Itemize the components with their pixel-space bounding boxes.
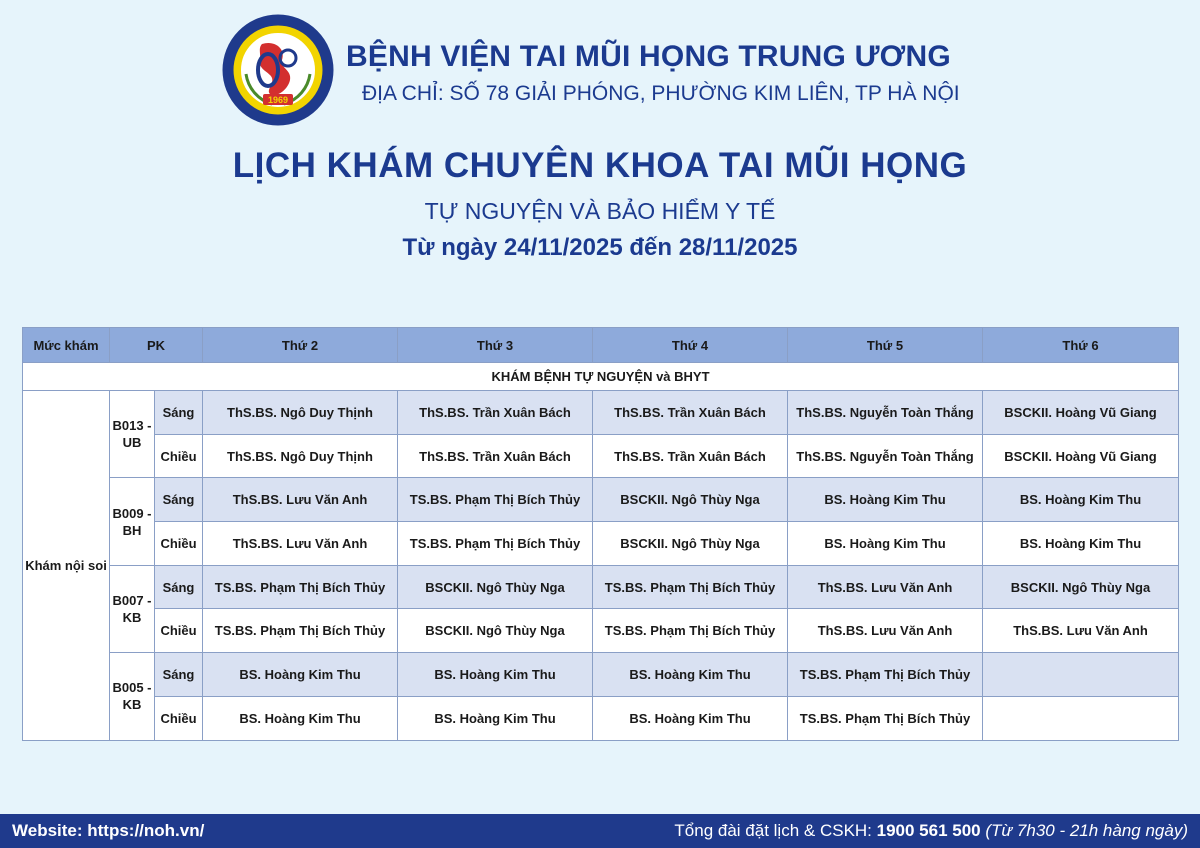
page-title: LỊCH KHÁM CHUYÊN KHOA TAI MŨI HỌNG	[232, 146, 968, 185]
doctor-cell: BSCKII. Ngô Thùy Nga	[593, 522, 788, 566]
doctor-cell: BS. Hoàng Kim Thu	[398, 653, 593, 697]
page-header	[0, 0, 1200, 290]
col-header-level: Mức khám	[23, 328, 110, 363]
date-range: Từ ngày 24/11/2025 đến 28/11/2025	[402, 234, 798, 261]
hotline-number[interactable]: 1900 561 500	[876, 821, 981, 840]
shift-cell: Sáng	[155, 391, 203, 435]
doctor-cell: BS. Hoàng Kim Thu	[788, 522, 983, 566]
category-cell: Khám nội soi	[23, 391, 110, 741]
col-header-day: Thứ 4	[593, 328, 788, 363]
doctor-cell	[983, 653, 1179, 697]
doctor-cell: TS.BS. Phạm Thị Bích Thủy	[398, 478, 593, 522]
doctor-cell: ThS.BS. Lưu Văn Anh	[203, 522, 398, 566]
table-row	[23, 565, 1179, 609]
table-row	[23, 653, 1179, 697]
schedule-table	[22, 327, 1179, 741]
shift-cell: Chiều	[155, 696, 203, 740]
doctor-cell: ThS.BS. Trần Xuân Bách	[398, 391, 593, 435]
doctor-cell: BS. Hoàng Kim Thu	[203, 696, 398, 740]
shift-cell: Chiều	[155, 434, 203, 478]
room-cell: B007 - KB	[110, 565, 155, 652]
table-row	[23, 478, 1179, 522]
section-title: KHÁM BỆNH TỰ NGUYỆN và BHYT	[23, 363, 1179, 391]
col-header-room: PK	[110, 328, 203, 363]
doctor-cell: BS. Hoàng Kim Thu	[788, 478, 983, 522]
doctor-cell: BSCKII. Ngô Thùy Nga	[398, 565, 593, 609]
page-subtitle: TỰ NGUYỆN VÀ BẢO HIỂM Y TẾ	[424, 198, 776, 224]
hotline-info	[674, 821, 1188, 841]
doctor-cell: TS.BS. Phạm Thị Bích Thủy	[593, 565, 788, 609]
table-row	[23, 609, 1179, 653]
doctor-cell: TS.BS. Phạm Thị Bích Thủy	[788, 696, 983, 740]
doctor-cell: ThS.BS. Trần Xuân Bách	[593, 391, 788, 435]
doctor-cell: BSCKII. Hoàng Vũ Giang	[983, 391, 1179, 435]
doctor-cell: BSCKII. Ngô Thùy Nga	[398, 609, 593, 653]
shift-cell: Sáng	[155, 565, 203, 609]
doctor-cell: TS.BS. Phạm Thị Bích Thủy	[203, 565, 398, 609]
doctor-cell: BS. Hoàng Kim Thu	[203, 653, 398, 697]
shift-cell: Sáng	[155, 653, 203, 697]
doctor-cell: BSCKII. Hoàng Vũ Giang	[983, 434, 1179, 478]
doctor-cell: BS. Hoàng Kim Thu	[398, 696, 593, 740]
doctor-cell: BSCKII. Ngô Thùy Nga	[983, 565, 1179, 609]
doctor-cell: BS. Hoàng Kim Thu	[593, 696, 788, 740]
table-row	[23, 696, 1179, 740]
doctor-cell: ThS.BS. Nguyễn Toàn Thắng	[788, 391, 983, 435]
doctor-cell: BSCKII. Ngô Thùy Nga	[593, 478, 788, 522]
col-header-day: Thứ 2	[203, 328, 398, 363]
doctor-cell: BS. Hoàng Kim Thu	[593, 653, 788, 697]
website-link[interactable]: Website: https://noh.vn/	[12, 821, 205, 840]
hospital-name: BỆNH VIỆN TAI MŨI HỌNG TRUNG ƯƠNG	[346, 40, 951, 73]
table-header-row	[23, 328, 1179, 363]
doctor-cell: ThS.BS. Lưu Văn Anh	[983, 609, 1179, 653]
doctor-cell: ThS.BS. Lưu Văn Anh	[788, 609, 983, 653]
section-row	[23, 363, 1179, 391]
hotline-hours: (Từ 7h30 - 21h hàng ngày)	[985, 821, 1188, 840]
col-header-day: Thứ 5	[788, 328, 983, 363]
doctor-cell: ThS.BS. Trần Xuân Bách	[398, 434, 593, 478]
table-row	[23, 391, 1179, 435]
doctor-cell: ThS.BS. Ngô Duy Thịnh	[203, 391, 398, 435]
doctor-cell: BS. Hoàng Kim Thu	[983, 478, 1179, 522]
doctor-cell: ThS.BS. Trần Xuân Bách	[593, 434, 788, 478]
doctor-cell: ThS.BS. Ngô Duy Thịnh	[203, 434, 398, 478]
doctor-cell: TS.BS. Phạm Thị Bích Thủy	[593, 609, 788, 653]
col-header-day: Thứ 3	[398, 328, 593, 363]
table-row	[23, 522, 1179, 566]
doctor-cell: TS.BS. Phạm Thị Bích Thủy	[203, 609, 398, 653]
room-cell: B005 - KB	[110, 653, 155, 740]
table-row	[23, 434, 1179, 478]
hotline-label: Tổng đài đặt lịch & CSKH:	[674, 821, 877, 840]
doctor-cell: TS.BS. Phạm Thị Bích Thủy	[788, 653, 983, 697]
doctor-cell: TS.BS. Phạm Thị Bích Thủy	[398, 522, 593, 566]
page-footer	[0, 814, 1200, 848]
col-header-day: Thứ 6	[983, 328, 1179, 363]
doctor-cell: ThS.BS. Lưu Văn Anh	[788, 565, 983, 609]
doctor-cell: ThS.BS. Lưu Văn Anh	[203, 478, 398, 522]
shift-cell: Chiều	[155, 609, 203, 653]
hospital-address: ĐỊA CHỈ: SỐ 78 GIẢI PHÓNG, PHƯỜNG KIM LIÊN, TP HÀ NỘI	[362, 82, 960, 105]
room-cell: B013 - UB	[110, 391, 155, 478]
shift-cell: Sáng	[155, 478, 203, 522]
logo-year: 1969	[267, 95, 289, 105]
room-cell: B009 - BH	[110, 478, 155, 565]
shift-cell: Chiều	[155, 522, 203, 566]
doctor-cell: ThS.BS. Nguyễn Toàn Thắng	[788, 434, 983, 478]
doctor-cell	[983, 696, 1179, 740]
hospital-logo	[222, 14, 334, 126]
doctor-cell: BS. Hoàng Kim Thu	[983, 522, 1179, 566]
